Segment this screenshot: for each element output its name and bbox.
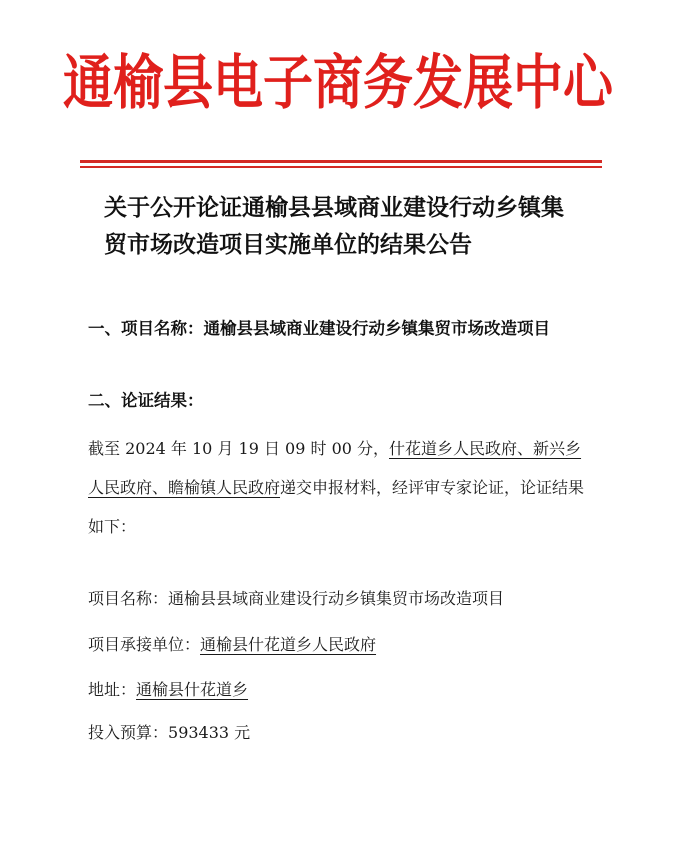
section-project-name-value: 通榆县县域商业建设行动乡镇集贸市场改造项目 bbox=[203, 319, 550, 338]
field-budget bbox=[88, 718, 250, 748]
announcement-title: 关于公开论证通榆县县域商业建设行动乡镇集贸市场改造项目实施单位的结果公告 bbox=[104, 195, 564, 258]
field-undertaker-value: 通榆县什花道乡人民政府 bbox=[200, 635, 377, 654]
section-project-name-label: 一、项目名称： bbox=[88, 319, 204, 338]
letterhead-title: 通榆县电子商务发展中心 bbox=[63, 48, 613, 117]
field-address-label: 地址： bbox=[88, 680, 137, 699]
section-result-heading: 二、论证结果： bbox=[88, 391, 204, 410]
field-address-value: 通榆县什花道乡 bbox=[136, 680, 249, 699]
field-project-name-value: 通榆县县域商业建设行动乡镇集贸市场改造项目 bbox=[168, 589, 505, 608]
field-undertaker-label: 项目承接单位： bbox=[88, 635, 201, 654]
section-project-name bbox=[88, 311, 598, 346]
field-undertaker bbox=[88, 630, 376, 660]
field-address bbox=[88, 675, 248, 705]
paragraph-prefix: 截至 2024 年 10 月 19 日 09 时 00 分， bbox=[88, 439, 390, 458]
divider-thick-line bbox=[80, 160, 602, 163]
divider-thin-line bbox=[80, 166, 602, 168]
result-paragraph bbox=[88, 429, 593, 546]
paragraph-suffix: 递交申报材料，经评审专家论证，论证结果如下： bbox=[88, 478, 585, 536]
letterhead-divider bbox=[80, 160, 602, 169]
field-project-name-label: 项目名称： bbox=[88, 589, 169, 608]
field-project-name bbox=[88, 584, 504, 614]
field-budget-value: 593433 元 bbox=[168, 723, 251, 742]
field-budget-label: 投入预算： bbox=[88, 723, 169, 742]
applicant-list: 什花道乡人民政府、新兴乡人民政府、瞻榆镇人民政府 bbox=[88, 439, 582, 497]
